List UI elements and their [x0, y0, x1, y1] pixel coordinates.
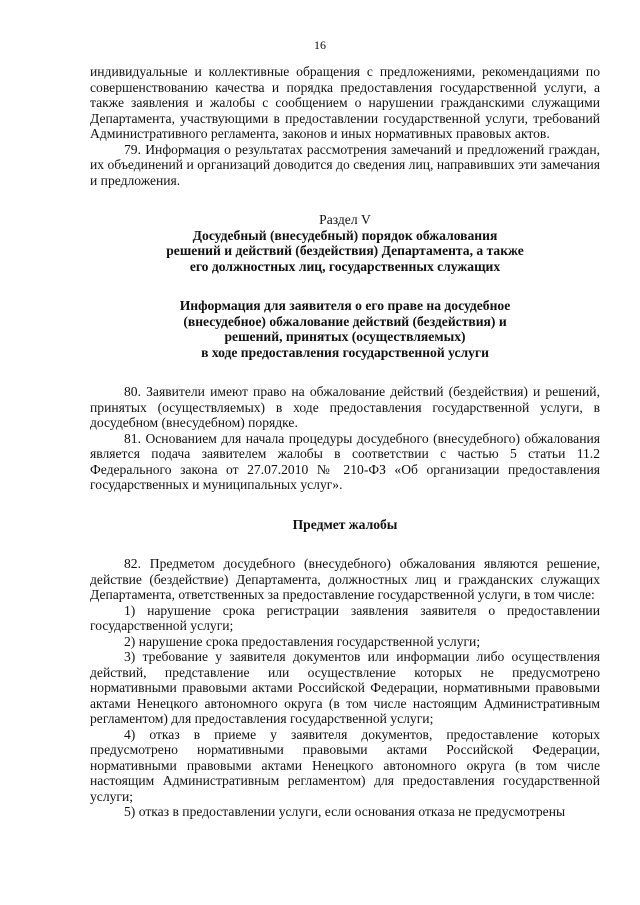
subject-subheading: Предмет жалобы	[292, 516, 398, 532]
paragraph-80: 80. Заявители имеют право на обжалование действий (бездействия) и решений, принятых (осуществляемых) в ходе предоставления государственной услуги, в досудебном (внесудебном) порядке.	[90, 384, 600, 430]
section-title	[90, 228, 600, 275]
page-number: 16	[314, 38, 326, 52]
paragraph-82: 82. Предметом досудебного (внесудебного) обжалования являются решение, действие (бездействие) Департамента, должностных лиц и гражданских служащих Департамента, ответственных за предоставление государственной услуги, в том числе:	[90, 556, 600, 602]
list-item: 4) отказ в приеме у заявителя документов, предоставление которых предусмотрено нормативными правовыми актами Российской Федерации, нормативными правовыми актами Ненецкого автономного округа (в том числе настоящим Административным регламентом) для предоставления государственной услуги;	[90, 726, 600, 804]
document-body	[90, 64, 600, 820]
info-subheading-line: решений, принятых (осуществляемых)	[224, 329, 466, 344]
section-title-line: его должностных лиц, государственных служащих	[189, 258, 501, 274]
info-subheading-line: Информация для заявителя о его праве на досудебное	[179, 298, 511, 313]
intro-paragraph: индивидуальные и коллективные обращения с предложениями, рекомендациями по совершенствованию качества и порядка предоставления государственной услуги, а также заявления и жалобы с сообщением о нарушении гражданскими служащими Департамента, участвующими в предоставлении государственной услуги, требований Административного регламента, законов и иных нормативных правовых актов.	[90, 64, 600, 141]
list-item: 3) требование у заявителя документов или информации либо осуществления действий, представление или осуществление которых не предусмотрено нормативными правовыми актами Российской Федерации, нормативными правовыми актами Ненецкого автономного округа (в том числе настоящим Административным регламентом) для предоставления государственной услуги;	[90, 649, 600, 726]
list-item: 1) нарушение срока регистрации заявления заявителя о предоставлении государственной услуги;	[90, 602, 600, 633]
list-item: 5) отказ в предоставлении услуги, если основания отказа не предусмотрены	[124, 804, 566, 819]
section-title-line: Досудебный (внесудебный) порядок обжалования	[192, 227, 498, 243]
section-title-line: решений и действий (бездействия) Департамента, а также	[166, 243, 524, 258]
info-subheading	[90, 298, 600, 360]
info-subheading-line: (внесудебное) обжалование действий (бездействия) и	[183, 313, 507, 329]
section-label: Раздел V	[319, 212, 371, 227]
list-item: 2) нарушение срока предоставления государственной услуги;	[124, 633, 481, 649]
paragraph-81: 81. Основанием для начала процедуры досудебного (внесудебного) обжалования является подача заявителем жалобы в соответствии с частью 5 статьи 11.2 Федерального закона от 27.07.2010 № 210-ФЗ «Об организации предоставления государственных и муниципальных услуг».	[90, 430, 600, 492]
info-subheading-line: в ходе предоставления государственной услуги	[201, 344, 489, 360]
paragraph-79: 79. Информация о результатах рассмотрения замечаний и предложений граждан, их объединений и организаций доводится до сведения лиц, направивших эти замечания и предложения.	[90, 141, 600, 188]
